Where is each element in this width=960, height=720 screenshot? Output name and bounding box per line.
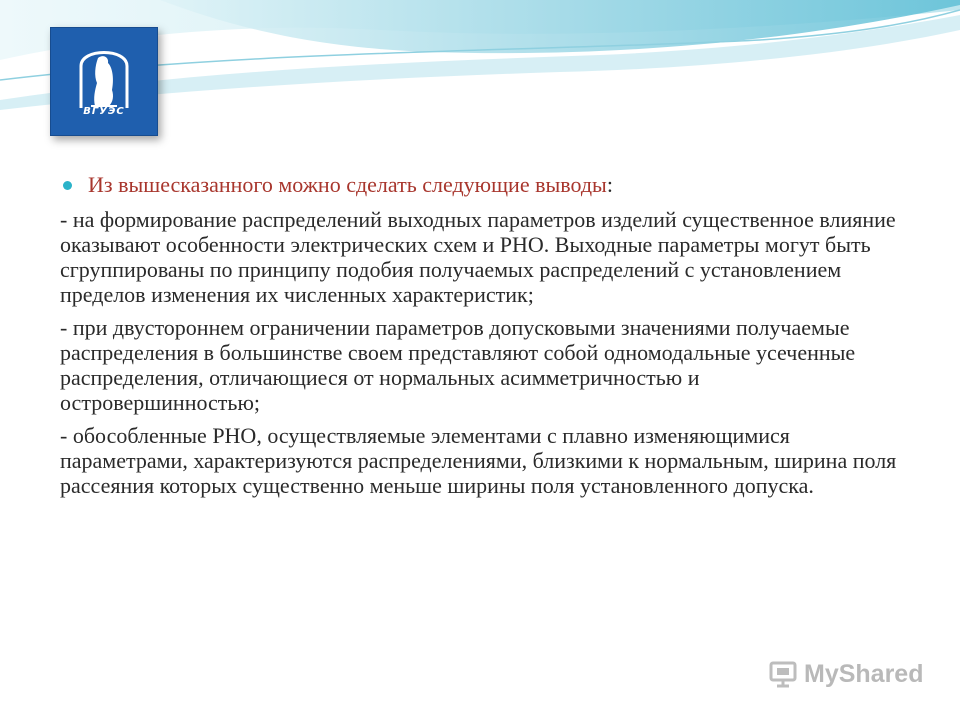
university-logo xyxy=(50,27,158,136)
bullet-icon xyxy=(63,181,72,190)
statue-arch-icon xyxy=(51,28,157,135)
watermark-text: MyShared xyxy=(804,659,924,688)
conclusion-paragraph-1: - на формирование распределений выходных параметров изделий существенное влияние оказывают особенности электрических схем и РНО. Выходные параметры могут быть сгруппированы по принципу подобия получаемых распределений с установлением пределов изменения их численных характеристик; xyxy=(60,207,896,307)
logo-text: ВГУЭС xyxy=(83,106,125,117)
slide-body xyxy=(60,172,900,506)
watermark xyxy=(768,657,923,691)
presentation-icon xyxy=(768,659,798,689)
heading-row xyxy=(60,172,900,197)
conclusion-paragraph-3: - обособленные РНО, осуществляемые элементами с плавно изменяющимися параметрами, характеризуются распределениями, близкими к нормальным, ширина поля рассеяния которых существенно меньше ширины поля установленного допуска. xyxy=(60,423,897,498)
heading-colon: : xyxy=(606,172,613,197)
conclusion-paragraph-2: - при двустороннем ограничении параметров допусковыми значениями получаемые распределения в большинстве своем представляют собой одномодальные усеченные распределения, отличающиеся от нормальных асимметричностью и островершинностью; xyxy=(60,315,856,415)
slide-heading: Из вышесказанного можно сделать следующие выводы xyxy=(88,172,607,197)
